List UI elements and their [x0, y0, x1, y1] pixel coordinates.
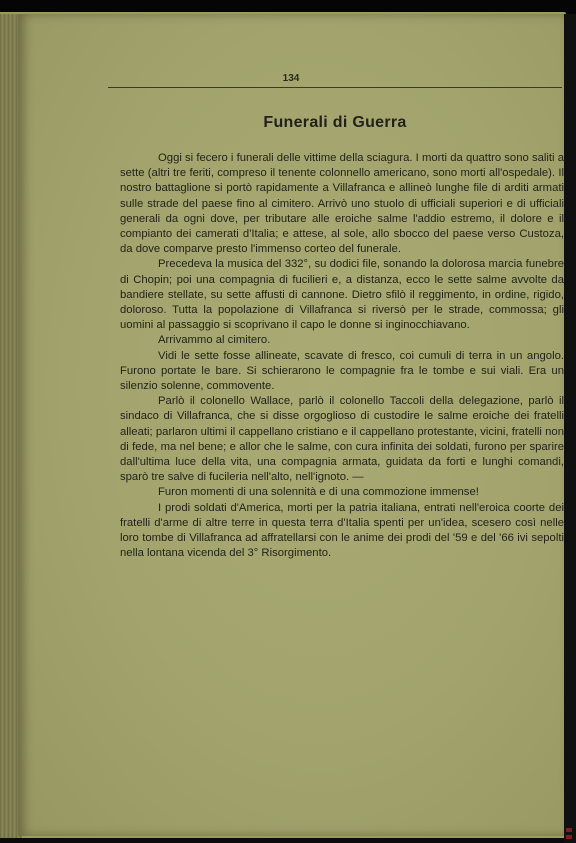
paragraph: Furon momenti di una solennità e di una commozione immense!: [158, 486, 479, 499]
paragraph: Parlò il colonello Wallace, parlò il colonello Taccoli della delegazione, parlò il sindaco di Villafranca, che si disse orgoglioso di custodire le salme eroiche dei fratelli alleati; parlaron ultimi il cappellano cristiano e il cappellano protestante, vicini, fratelli non di fede, ma nel bene; e allor che le salme, con cura infinita dei soldati, furono per sparire dall'ultima luce della vita, una compagnia armata, guidata da forti e lunghi comandi, sparò tre salve di fucileria nell'alto, nell'ignoto. —: [120, 395, 564, 484]
scan-right-border: [564, 14, 576, 843]
paragraph: Arrivammo al cimitero.: [158, 334, 271, 347]
color-calibration-mark: [566, 835, 572, 839]
paragraph: Vidi le sette fosse allineate, scavate di fresco, coi cumuli di terra in un angolo. Furono portate le bare. Si schierarono le compagnie fra le tombe e sui viali. Era un silenzio solenne, commovente.: [120, 349, 564, 393]
paragraph: I prodi soldati d'America, morti per la patria italiana, entrati nell'eroica coorte dei fratelli d'arme di altre terre in questa terra d'Italia spenti per un'idea, scesero così nelle loro tombe di Villafranca ad affratellarsi con le anime dei prodi del '59 e del '66 ivi sepolti nella lontana vicenda del 3° Risorgimento.: [120, 501, 564, 560]
color-calibration-mark: [566, 828, 572, 832]
body-text: [120, 151, 564, 561]
paragraph: Precedeva la musica del 332°, su dodici file, sonando la dolorosa marcia funebre di Chopin; poi una compagnia di fucilieri e, a distanza, ecco le sette salme avvolte da bandiere stellate, su sette affusti di cannone. Dietro sfilò il reggimento, in ordine, rigido, doloroso. Tutta la popolazione di Villafranca si riversò per le strade, commossa; gli uomini al passaggio si scoprivano il capo le donne si inginocchiavano.: [120, 258, 564, 332]
book-page: [18, 14, 564, 836]
page-number: 134: [282, 73, 300, 84]
chapter-title: Funerali di Guerra: [263, 114, 407, 131]
paragraph: Oggi si fecero i funerali delle vittime della sciagura. I morti da quattro sono saliti a sette (altri tre feriti, compreso il tenente colonnello americano, sono morti all'ospedale). Il nostro battaglione si portò rapidamente a Villafranca e allineò lunghe file di arditi armati sulle strade del paese fino al cimitero. Arrivò uno stuolo di ufficiali superiori e di ufficiali generali da ogni dove, per tributare alle eroiche salme l'addio estremo, il dolore e il compianto dei camerati d'Italia; e attese, al sole, allo sbocco del paese verso Custoza, da dove comparve presto l'immenso corteo del funerale.: [120, 152, 564, 256]
header-rule: [108, 87, 562, 88]
